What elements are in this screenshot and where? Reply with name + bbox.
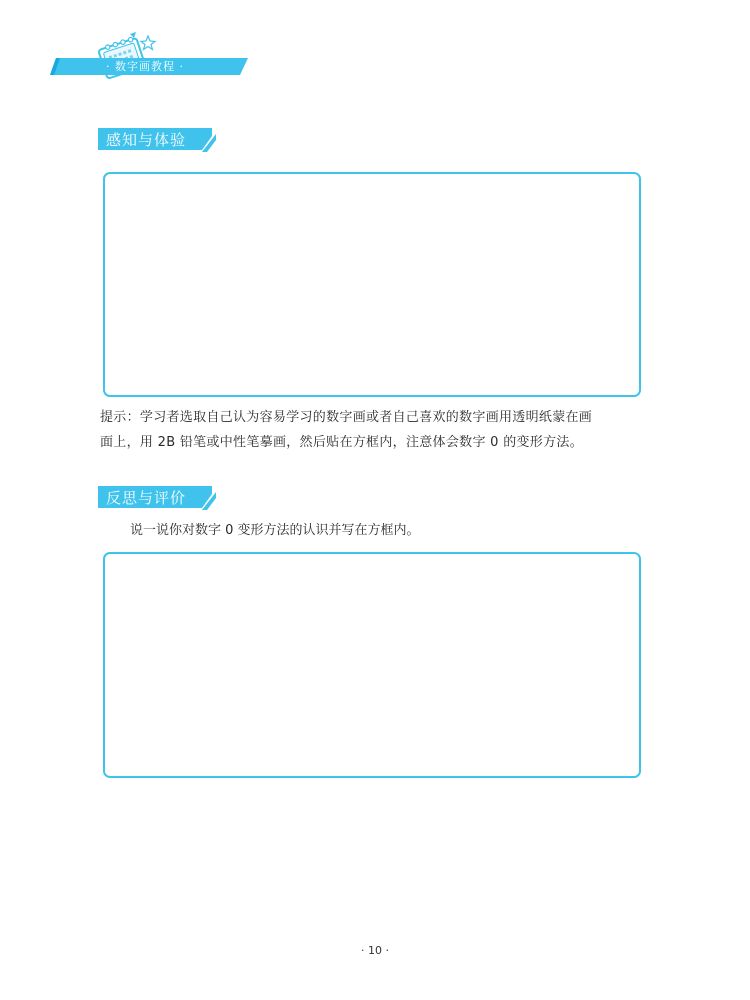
drawing-area-box xyxy=(103,172,641,397)
writing-area-box xyxy=(103,552,641,778)
reflection-prompt: 说一说你对数字 0 变形方法的认识并写在方框内。 xyxy=(130,523,420,538)
hint-text xyxy=(100,405,645,455)
hint-line-1: 提示：学习者选取自己认为容易学习的数字画或者自己喜欢的数字画用透明纸蒙在画 xyxy=(100,410,593,425)
page-number: · 10 · xyxy=(361,944,389,957)
section-title: 感知与体验 xyxy=(106,131,187,149)
hint-line-2: 面上，用 2B 铅笔或中性笔摹画，然后贴在方框内，注意体会数字 0 的变形方法。 xyxy=(100,435,583,450)
header-banner xyxy=(50,58,248,75)
star-icon xyxy=(141,36,155,50)
section-title: 反思与评价 xyxy=(106,489,187,507)
header-banner-text: · 数字画教程 · xyxy=(106,60,184,73)
